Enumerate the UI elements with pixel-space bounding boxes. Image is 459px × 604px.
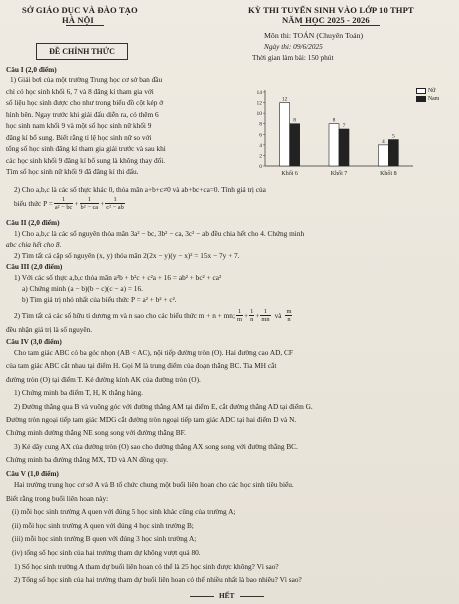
and-word: và [274, 311, 282, 320]
q1-part1-line: số liệu học sinh được cho như trong biểu đồ cột kép ở [6, 98, 164, 107]
q1-part1-line: các học sinh khối 9 đăng kí bổ sung là không thay đổi. [6, 155, 166, 165]
q1-part1-line: học sinh nam khối 9 và một số học sinh nữ khối 9 [6, 121, 152, 130]
bar-female [378, 145, 388, 166]
q3-part2-text: 2) Tìm tất cả các số hữu tỉ dương m và n sao cho các biểu thức m + n + mn; [14, 311, 235, 320]
q3-part1: 1) Với các số thực a,b,c thỏa mãn a²b + b²c + c²a + 16 = ab² + bc² + ca² [14, 273, 222, 282]
plus-sign: + [74, 199, 79, 208]
frac-1-m-den: m [236, 316, 242, 323]
q1-title: Câu I (2,0 điểm) [6, 65, 57, 74]
x-category-label: Khối 6 [281, 171, 298, 177]
exam-date: Ngày thi: 09/6/2025 [264, 42, 323, 51]
q3-part1b: b) Tìm giá trị nhỏ nhất của biểu thức P = a² + b² + c². [22, 295, 177, 304]
q2-part1-line1: 1) Cho a,b,c là các số nguyên thỏa mãn 3a² − bc, 3b² − ca, 3c² − ab đều chia hết cho 4. Chứng minh [14, 229, 305, 238]
y-tick-label: 2 [259, 153, 262, 160]
dept-name: SỞ GIÁO DỤC VÀ ĐÀO TẠO [22, 5, 138, 15]
y-tick-label: 12 [256, 100, 262, 107]
q4-line: Chứng minh đường thẳng NE song song với đường thẳng BF. [6, 428, 186, 438]
q4-line: 1) Chứng minh ba điểm T, H, K thẳng hàng. [14, 388, 143, 398]
q1-part1-line: Tìm số học sinh nữ khối 9 đã đăng kí thi đấu. [6, 167, 139, 176]
x-category-label: Khối 8 [380, 171, 397, 177]
plus-sign: + [243, 311, 249, 320]
q5-line: Hai trường trung học cơ sở A và B tổ chức chung một buổi liên hoan cho các học sinh tiêu biểu. [14, 480, 294, 489]
frac-1-mn-den: mn [261, 316, 270, 323]
q4-line: đường tròn (O) tại điểm T. Kẻ đường kính AK của đường tròn (O). [6, 374, 201, 384]
fraction-3-den: c² − ab [106, 204, 124, 211]
fraction-3-num: 1 [105, 196, 125, 204]
frac-1-m [236, 308, 243, 323]
q1-part1-line: chỉ có học sinh khối 6, 7 và 8 đăng kí tham gia với [6, 86, 154, 96]
chart-legend [416, 87, 439, 103]
y-tick-label: 4 [259, 142, 262, 149]
expr-prefix: biểu thức P = [14, 199, 53, 208]
q4-line: 3) Kẻ dây cung AX của đường tròn (O) sao cho đường thẳng AX song song với đường thẳng BC. [14, 441, 298, 451]
q1-part2-expression [14, 196, 126, 211]
y-tick-label: 0 [259, 164, 262, 170]
q2-part1-line2: abc chia hết cho 8. [6, 240, 62, 249]
frac-1-n [249, 308, 254, 323]
q5-title: Câu V (1,0 điểm) [6, 469, 59, 478]
frac-1-n-num: 1 [250, 308, 254, 315]
frac-1-m-num: 1 [237, 308, 242, 315]
end-mark: HẾT [219, 591, 235, 600]
dept-city: HÀ NỘI [62, 15, 94, 25]
q3-part2 [14, 308, 293, 323]
fraction-3 [105, 196, 125, 211]
bar-data-label: 7 [342, 123, 346, 129]
q4-line: Đường tròn ngoại tiếp tam giác MDG cắt đường tròn ngoại tiếp tam giác ADC tại hai điểm D và N. [6, 415, 297, 424]
x-category-label: Khối 7 [330, 171, 348, 177]
exam-name: KỲ THI TUYỂN SINH VÀO LỚP 10 THPT [248, 5, 414, 15]
bar-female [280, 103, 290, 166]
q1-part1-line: 1) Giải bơi của một trường Trung học cơ sở ban đầu [10, 75, 163, 84]
header-rule-left [66, 25, 104, 26]
plus-sign: + [100, 199, 105, 208]
frac-m-n-den: n [287, 316, 291, 323]
fraction-2-den: b² − ca [80, 204, 99, 211]
q5-line: (iii) mỗi học sinh trường B quen với đúng 3 học sinh trường A; [12, 534, 197, 544]
bar-data-label: 5 [391, 133, 395, 140]
q4-line: 2) Đường thẳng qua B và vuông góc với đường thẳng AM tại điểm E, cắt đường thẳng AD tại điểm G. [14, 401, 313, 411]
bar-male [290, 124, 300, 166]
q5-line: (i) mỗi học sinh trường A quen với đúng 5 học sinh khác cũng của trường A; [12, 507, 236, 517]
q1-part1-line: đăng kí bổ sung. Biết rằng tỉ lệ học sinh nữ so với [6, 132, 152, 142]
y-tick-label: 8 [259, 121, 262, 128]
q4-line: Chứng minh ba đường thẳng MX, TD và AN đồng quy. [6, 455, 168, 465]
legend-swatch-male [416, 96, 426, 102]
fraction-1-num: 1 [54, 196, 74, 204]
bar-male [388, 140, 398, 166]
q1-part1-line: tổng số học sinh đăng kí tham gia giải trước và sau khi [6, 144, 166, 153]
y-tick-label: 14 [256, 90, 262, 96]
end-rule-right [240, 596, 264, 597]
y-tick-label: 6 [259, 132, 262, 139]
bar-male [339, 129, 349, 166]
school-year: NĂM HỌC 2025 - 2026 [282, 15, 370, 25]
q1-part2-text: 2) Cho a,b,c là các số thực khác 0, thỏa mãn a+b+c≠0 và ab+bc+ca=0. Tính giá trị của [14, 185, 266, 194]
legend-item-female [416, 87, 439, 95]
end-rule-left [190, 596, 214, 597]
q1-part1-line: hình bên. Ngay trước khi giải đấu diễn ra, có thêm 6 [6, 109, 159, 119]
bar-data-label: 12 [281, 96, 288, 103]
q3-part2-tail: đều nhận giá trị là số nguyên. [6, 325, 93, 334]
q5-line: Biết rằng trong buổi liên hoan này: [6, 493, 109, 503]
legend-swatch-female [416, 88, 426, 94]
q3-title: Câu III (2,0 điểm) [6, 262, 63, 271]
legend-label-female: Nữ [428, 88, 436, 94]
bar-data-label: 4 [381, 138, 385, 145]
bar-data-label: 8 [332, 117, 336, 124]
duration: Thời gian làm bài: 150 phút [252, 53, 334, 62]
q2-part2: 2) Tìm tất cả cặp số nguyên (x, y) thỏa mãn 2(2x − y)(y − x)² = 15x − 7y + 7. [14, 251, 240, 260]
fraction-1 [54, 196, 74, 211]
q2-title: Câu II (2,0 điểm) [6, 218, 60, 227]
q4-line: Cho tam giác ABC có ba góc nhọn (AB < AC), nội tiếp đường tròn (O). Hai đường cao AD, CF [14, 348, 293, 357]
y-tick-label: 10 [256, 111, 262, 118]
header-rule-right [300, 25, 380, 26]
fraction-2 [80, 196, 100, 211]
q4-line: của tam giác ABC cắt nhau tại điểm H. Gọi M là trung điểm của đoạn thẳng BC. Tia MH cắt [6, 361, 277, 371]
fraction-2-num: 1 [80, 196, 100, 204]
q5-line: 2) Tổng số học sinh của hai trường tham dự buổi liên hoan có thể nhiều nhất là bao nhiêu? Vì sao? [14, 575, 302, 585]
frac-m-n [285, 308, 292, 323]
q5-line: (ii) mỗi học sinh trường A quen với đúng 4 học sinh trường B; [12, 520, 194, 530]
bar-female [329, 124, 339, 166]
q3-part1a: a) Chứng minh (a − b)(b − c)(c − a) = 16. [22, 284, 143, 293]
q5-line: (iv) tổng số học sinh của hai trường tham dự không vượt quá 80. [12, 548, 201, 557]
frac-1-n-den: n [250, 316, 254, 323]
plus-sign: + [255, 311, 260, 320]
legend-item-male [416, 95, 439, 103]
q5-line: 1) Số học sinh trường A tham dự buổi liên hoan có thể là 25 học sinh được không? Vì sao? [14, 561, 279, 571]
frac-1-mn [260, 308, 270, 323]
subject-line: Môn thi: TOÁN (Chuyên Toán) [264, 31, 364, 40]
frac-m-n-num: m [286, 308, 292, 315]
official-stamp: ĐỀ CHÍNH THỨC [36, 43, 128, 60]
fraction-1-den: a² − bc [54, 204, 73, 211]
bar-data-label: 8 [293, 117, 297, 124]
legend-label-male: Nam [428, 96, 440, 102]
q4-title: Câu IV (3,0 điểm) [6, 337, 62, 346]
frac-1-mn-num: 1 [260, 308, 270, 316]
